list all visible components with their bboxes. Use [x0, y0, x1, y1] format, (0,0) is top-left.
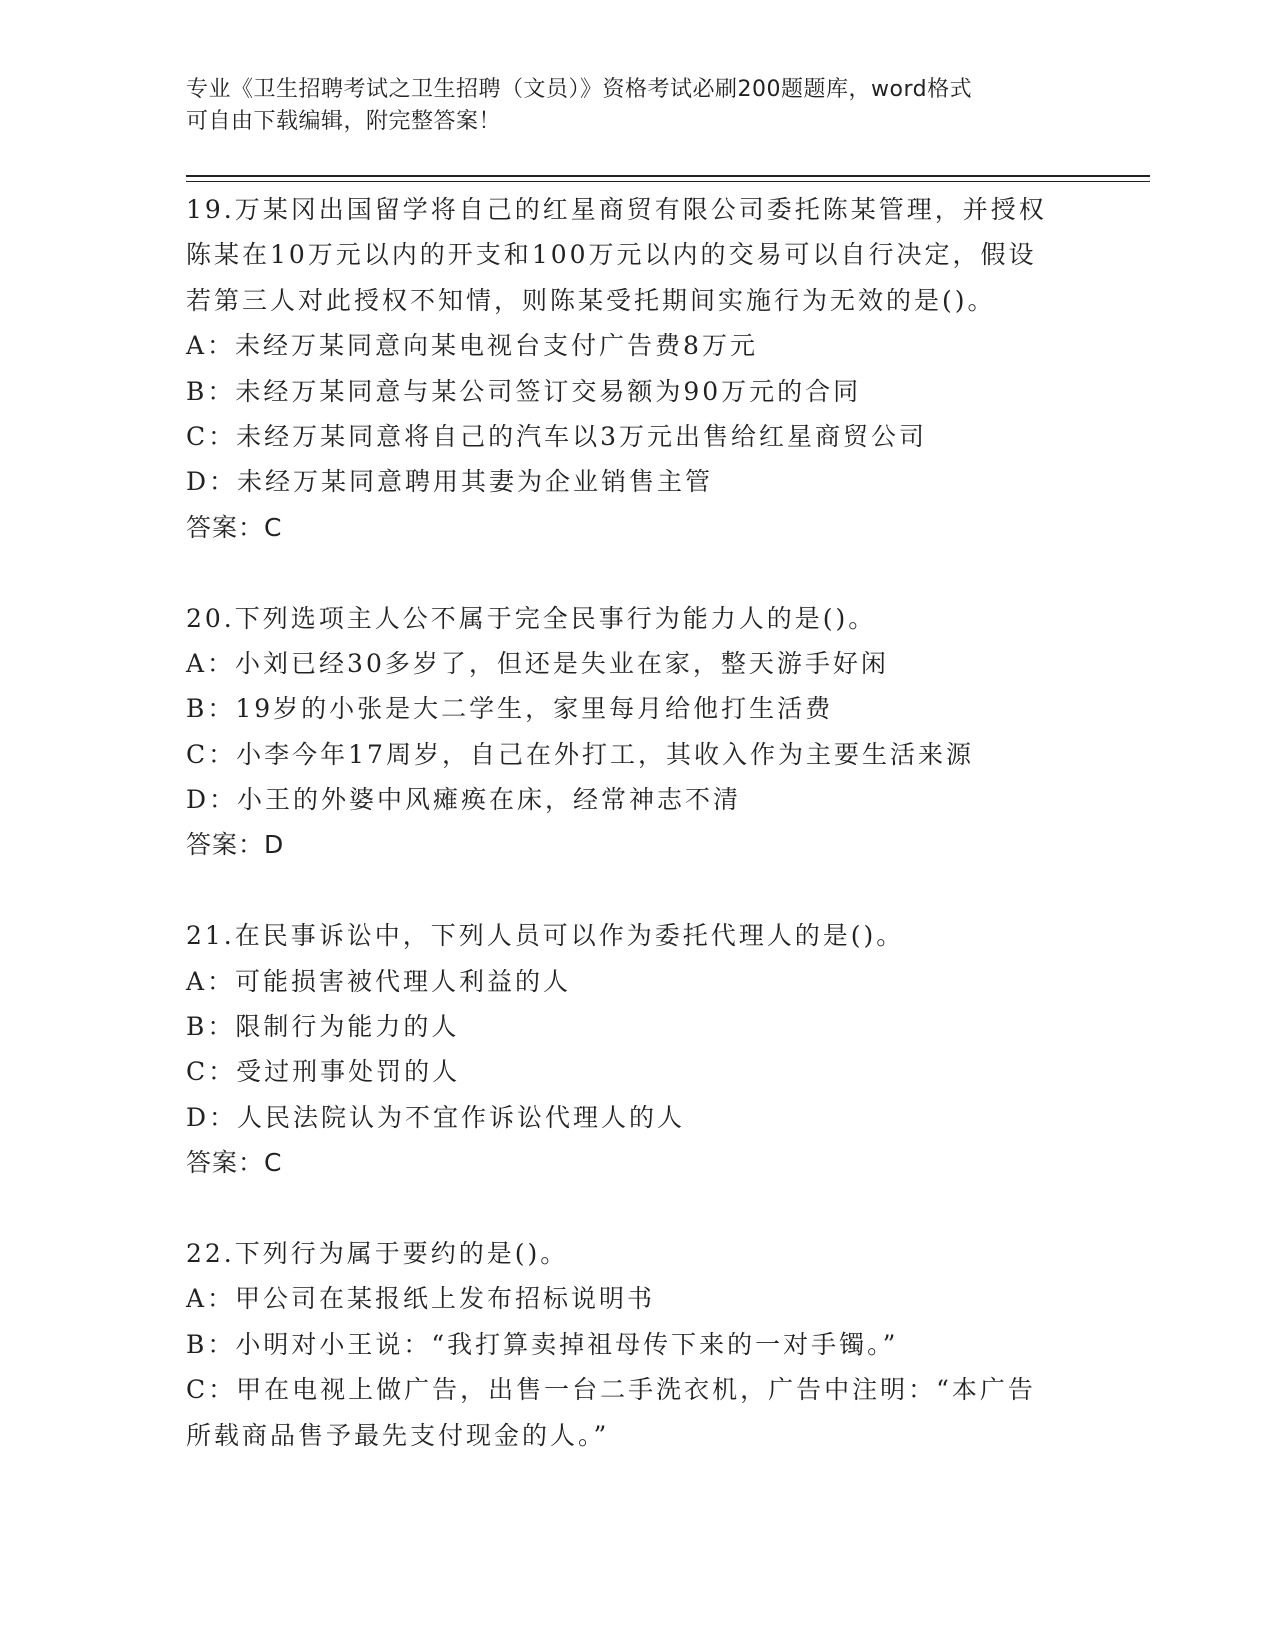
answer: 答案：D: [186, 830, 285, 860]
option-b: B：限制行为能力的人: [186, 1012, 460, 1042]
option-d: D：小王的外婆中风瘫痪在床，经常神志不清: [186, 785, 742, 815]
question-stem-line: 19.万某冈出国留学将自己的红星商贸有限公司委托陈某管理，并授权: [186, 195, 1047, 224]
document-header: [186, 74, 1066, 138]
question-21: [186, 913, 1086, 1185]
option-a: A：小刘已经30多岁了，但还是失业在家，整天游手好闲: [186, 648, 889, 678]
option-a: A：可能损害被代理人利益的人: [186, 966, 572, 996]
option-a: A：未经万某同意向某电视台支付广告费8万元: [186, 331, 758, 361]
option-b: B：未经万某同意与某公司签订交易额为90万元的合同: [186, 376, 862, 406]
question-22: [186, 1231, 1086, 1458]
question-stem-line: 若第三人对此授权不知情，则陈某受托期间实施行为无效的是()。: [186, 285, 996, 315]
header-line-1: 专业《卫生招聘考试之卫生招聘（文员）》资格考试必刷200题题库，word格式: [186, 77, 973, 102]
option-c: C：小李今年17周岁，自己在外打工，其收入作为主要生活来源: [186, 739, 974, 769]
answer: 答案：C: [186, 512, 283, 542]
header-divider-thick: [186, 175, 1150, 177]
question-spacer: [186, 1186, 1086, 1231]
option-a: A：甲公司在某报纸上发布招标说明书: [186, 1284, 656, 1314]
question-stem-line: 20.下列选项主人公不属于完全民事行为能力人的是()。: [186, 603, 877, 633]
question-list: [186, 187, 1086, 1458]
option-c: C：未经万某同意将自己的汽车以3万元出售给红星商贸公司: [186, 421, 928, 451]
option-b: B：小明对小王说：“我打算卖掉祖母传下来的一对手镯。”: [186, 1329, 899, 1359]
question-stem-line: 21.在民事诉讼中，下列人员可以作为委托代理人的是()。: [186, 921, 905, 951]
question-spacer: [186, 550, 1086, 595]
option-c-continued: 所载商品售予最先支付现金的人。”: [186, 1420, 610, 1450]
question-stem-line: 22.下列行为属于要约的是()。: [186, 1238, 569, 1268]
option-c: C：甲在电视上做广告，出售一台二手洗衣机，广告中注明：“本广告: [186, 1375, 1036, 1405]
answer: 答案：C: [186, 1148, 283, 1178]
option-b: B：19岁的小张是大二学生，家里每月给他打生活费: [186, 694, 834, 724]
header-divider-thin: [186, 181, 1150, 182]
question-20: [186, 596, 1086, 868]
header-line-2: 可自由下载编辑，附完整答案！: [186, 109, 502, 134]
option-d: D：人民法院认为不宜作诉讼代理人的人: [186, 1102, 686, 1132]
option-c: C：受过刑事处罚的人: [186, 1057, 461, 1087]
question-19: [186, 187, 1086, 550]
question-spacer: [186, 868, 1086, 913]
question-stem-line: 陈某在10万元以内的开支和100万元以内的交易可以自行决定，假设: [186, 240, 1037, 270]
option-d: D：未经万某同意聘用其妻为企业销售主管: [186, 467, 714, 497]
